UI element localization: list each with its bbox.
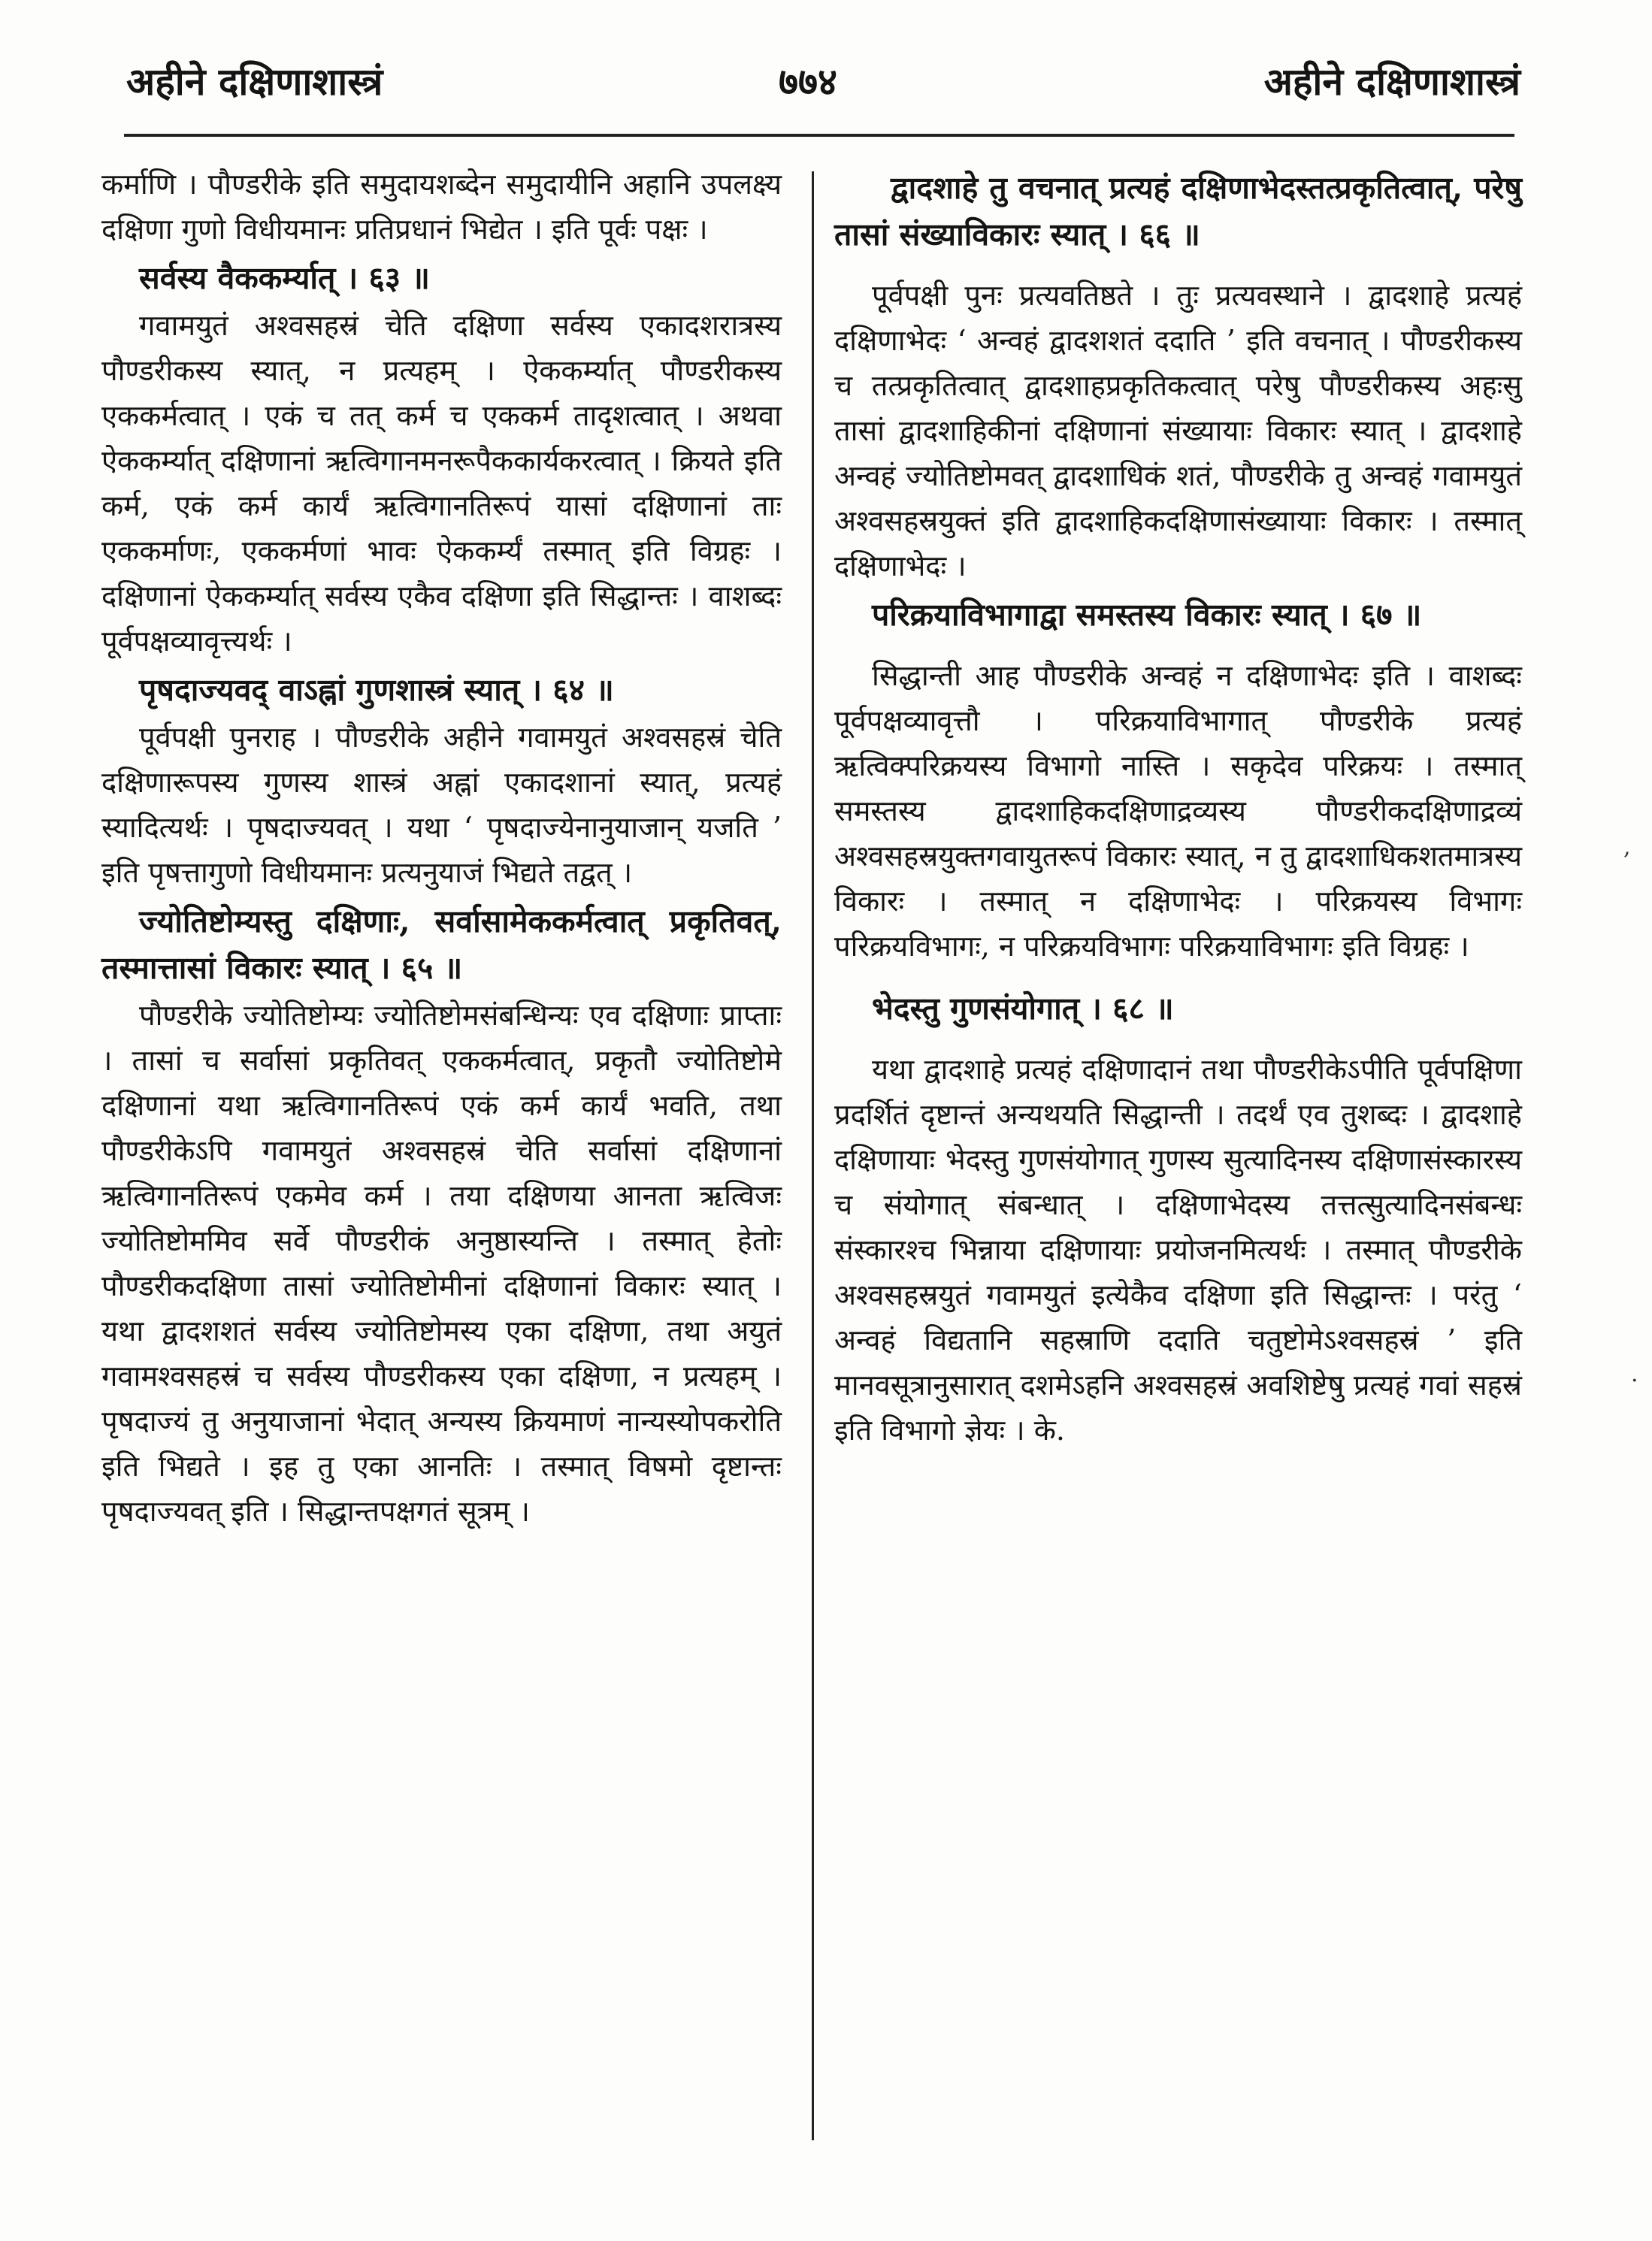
- header-rule: [124, 134, 1514, 137]
- sutra-heading: परिक्रयाविभागाद्वा समस्तस्य विकारः स्यात् । ६७ ॥: [872, 597, 1422, 633]
- right-column: [834, 162, 1522, 1453]
- page-number: ७७४: [779, 59, 837, 104]
- sutra-heading: ज्योतिष्टोम्यस्तु दक्षिणाः, सर्वासामेककर्मत्वात् प्रकृतिवत्, तस्मात्तासां विकारः स्यात् । ६५ ॥: [101, 903, 782, 986]
- column-divider: [812, 171, 814, 2140]
- running-header-right: अहीने दक्षिणाशास्त्रं: [1263, 59, 1520, 104]
- paragraph: गवामयुतं अश्वसहस्रं चेति दक्षिणा सर्वस्य एकादशरात्रस्य पौण्डरीकस्य स्यात्, न प्रत्यहम् । ऐककर्म्यात् पौण्डरीकस्य एककर्मत्वात् । एकं च तत् कर्म च एककर्म तादृशत्वात् । अथवा ऐककर्म्यात् दक्षिणानां ऋत्विगानमनरूपैककार्यकरत्वात् । क्रियते इति कर्म, एकं कर्म कार्यं ऋत्विगानतिरूपं यासां दक्षिणानां ताः एककर्माणः, एककर्मणां भावः ऐककर्म्यं तस्मात् इति विग्रहः । दक्षिणानां ऐककर्म्यात् सर्वस्य एकैव दक्षिणा इति सिद्धान्तः । वाशब्दः पूर्वपक्षव्यावृत्त्यर्थः ।: [101, 309, 782, 658]
- sutra-heading: सर्वस्य वैककर्म्यात् । ६३ ॥: [139, 260, 430, 296]
- paragraph: यथा द्वादशाहे प्रत्यहं दक्षिणादानं तथा पौण्डरीकेऽपीति पूर्वपक्षिणा प्रदर्शितं दृष्टान्तं अन्यथयति सिद्धान्ती । तदर्थं एव तुशब्दः । द्वादशाहे दक्षिणायाः भेदस्तु गुणसंयोगात् गुणस्य सुत्यादिनस्य दक्षिणासंस्कारस्य च संयोगात् संबन्धात् । दक्षिणाभेदस्य तत्तत्सुत्यादिनसंबन्धः संस्कारश्च भिन्नाया दक्षिणायाः प्रयोजनमित्यर्थः । तस्मात् पौण्डरीके अश्वसहस्रयुतं गवामयुतं इत्येकैव दक्षिणा इति सिद्धान्तः । परंतु ‘ अन्वहं विद्यतानि सहस्राणि ददाति चतुष्टोमेऽश्वसहस्रं ’ इति मानवसूत्रानुसारात् दशमेऽहनि अश्वसहस्रं अवशिष्टेषु प्रत्यहं गवां सहस्रं इति विभागो ज्ञेयः । के.: [834, 1053, 1522, 1447]
- sutra-heading: भेदस्तु गुणसंयोगात् । ६८ ॥: [872, 990, 1174, 1027]
- scan-mark: ·: [1631, 1368, 1638, 1394]
- sutra-heading: द्वादशाहे तु वचनात् प्रत्यहं दक्षिणाभेदस्तत्प्रकृतित्वात्, परेषु तासां संख्याविकारः स्यात् । ६६ ॥: [834, 170, 1522, 253]
- paragraph: पूर्वपक्षी पुनः प्रत्यवतिष्ठते । तुः प्रत्यवस्थाने । द्वादशाहे प्रत्यहं दक्षिणाभेदः ‘ अन्वहं द्वादशशतं ददाति ’ इति वचनात् । पौण्डरीकस्य च तत्प्रकृतित्वात् द्वादशाहप्रकृतिकत्वात् परेषु पौण्डरीकस्य अहःसु तासां द्वादशाहिकीनां दक्षिणानां संख्यायाः विकारः स्यात् । द्वादशाहे अन्वहं ज्योतिष्टोमवत् द्वादशाधिकं शतं, पौण्डरीके तु अन्वहं गवामयुतं अश्वसहस्रयुक्तं इति द्वादशाहिकदक्षिणासंख्यायाः विकारः । तस्मात् दक्षिणाभेदः ।: [834, 279, 1522, 582]
- paragraph: पौण्डरीके ज्योतिष्टोम्यः ज्योतिष्टोमसंबन्धिन्यः एव दक्षिणाः प्राप्ताः । तासां च सर्वासां प्रकृतिवत् एककर्मत्वात्, प्रकृतौ ज्योतिष्टोमे दक्षिणानां यथा ऋत्विगानतिरूपं एकं कर्म कार्यं भवति, तथा पौण्डरीकेऽपि गवामयुतं अश्वसहस्रं चेति सर्वासां दक्षिणानां ऋत्विगानतिरूपं एकमेव कर्म । तया दक्षिणया आनता ऋत्विजः ज्योतिष्टोममिव सर्वे पौण्डरीकं अनुष्ठास्यन्ति । तस्मात् हेतोः पौण्डरीकदक्षिणा तासां ज्योतिष्टोमीनां दक्षिणानां विकारः स्यात् । यथा द्वादशशतं सर्वस्य ज्योतिष्टोमस्य एका दक्षिणा, तथा अयुतं गवामश्वसहस्रं च सर्वस्य पौण्डरीकस्य एका दक्षिणा, न प्रत्यहम् । पृषदाज्यं तु अनुयाजानां भेदात् अन्यस्य क्रियमाणं नान्यस्योपकरोति इति भिद्यते । इह तु एका आनतिः । तस्मात् विषमो दृष्टान्तः पृषदाज्यवत् इति । सिद्धान्तपक्षगतं सूत्रम् ।: [101, 999, 782, 1528]
- sutra-heading: पृषदाज्यवद् वाऽह्नां गुणशास्त्रं स्यात् । ६४ ॥: [139, 672, 614, 708]
- paragraph: कर्माणि । पौण्डरीके इति समुदायशब्देन समुदायीनि अहानि उपलक्ष्य दक्षिणा गुणो विधीयमानः प्रतिप्रधानं भिद्येत । इति पूर्वः पक्षः ।: [101, 168, 782, 246]
- left-column: [101, 162, 782, 1534]
- scan-mark: ,: [1623, 834, 1631, 860]
- running-header-left: अहीने दक्षिणाशास्त्रं: [126, 59, 383, 104]
- paragraph: पूर्वपक्षी पुनराह । पौण्डरीके अहीने गवामयुतं अश्वसहस्रं चेति दक्षिणारूपस्य गुणस्य शास्त्रं अह्नां एकादशानां स्यात्, प्रत्यहं स्यादित्यर्थः । पृषदाज्यवत् । यथा ‘ पृषदाज्येनानुयाजान् यजति ’ इति पृषत्तागुणो विधीयमानः प्रत्यनुयाजं भिद्यते तद्वत् ।: [101, 721, 782, 889]
- paragraph: सिद्धान्ती आह पौण्डरीके अन्वहं न दक्षिणाभेदः इति । वाशब्दः पूर्वपक्षव्यावृत्तौ । परिक्रयाविभागात् पौण्डरीके प्रत्यहं ऋत्विक्परिक्रयस्य विभागो नास्ति । सकृदेव परिक्रयः । तस्मात् समस्तस्य द्वादशाहिकदक्षिणाद्रव्यस्य पौण्डरीकदक्षिणाद्रव्यं अश्वसहस्रयुक्तगवायुतरूपं विकारः स्यात्, न तु द्वादशाधिकशतमात्रस्य विकारः । तस्मात् न दक्षिणाभेदः । परिक्रयस्य विभागः परिक्रयविभागः, न परिक्रयविभागः परिक्रयाविभागः इति विग्रहः ।: [834, 659, 1522, 963]
